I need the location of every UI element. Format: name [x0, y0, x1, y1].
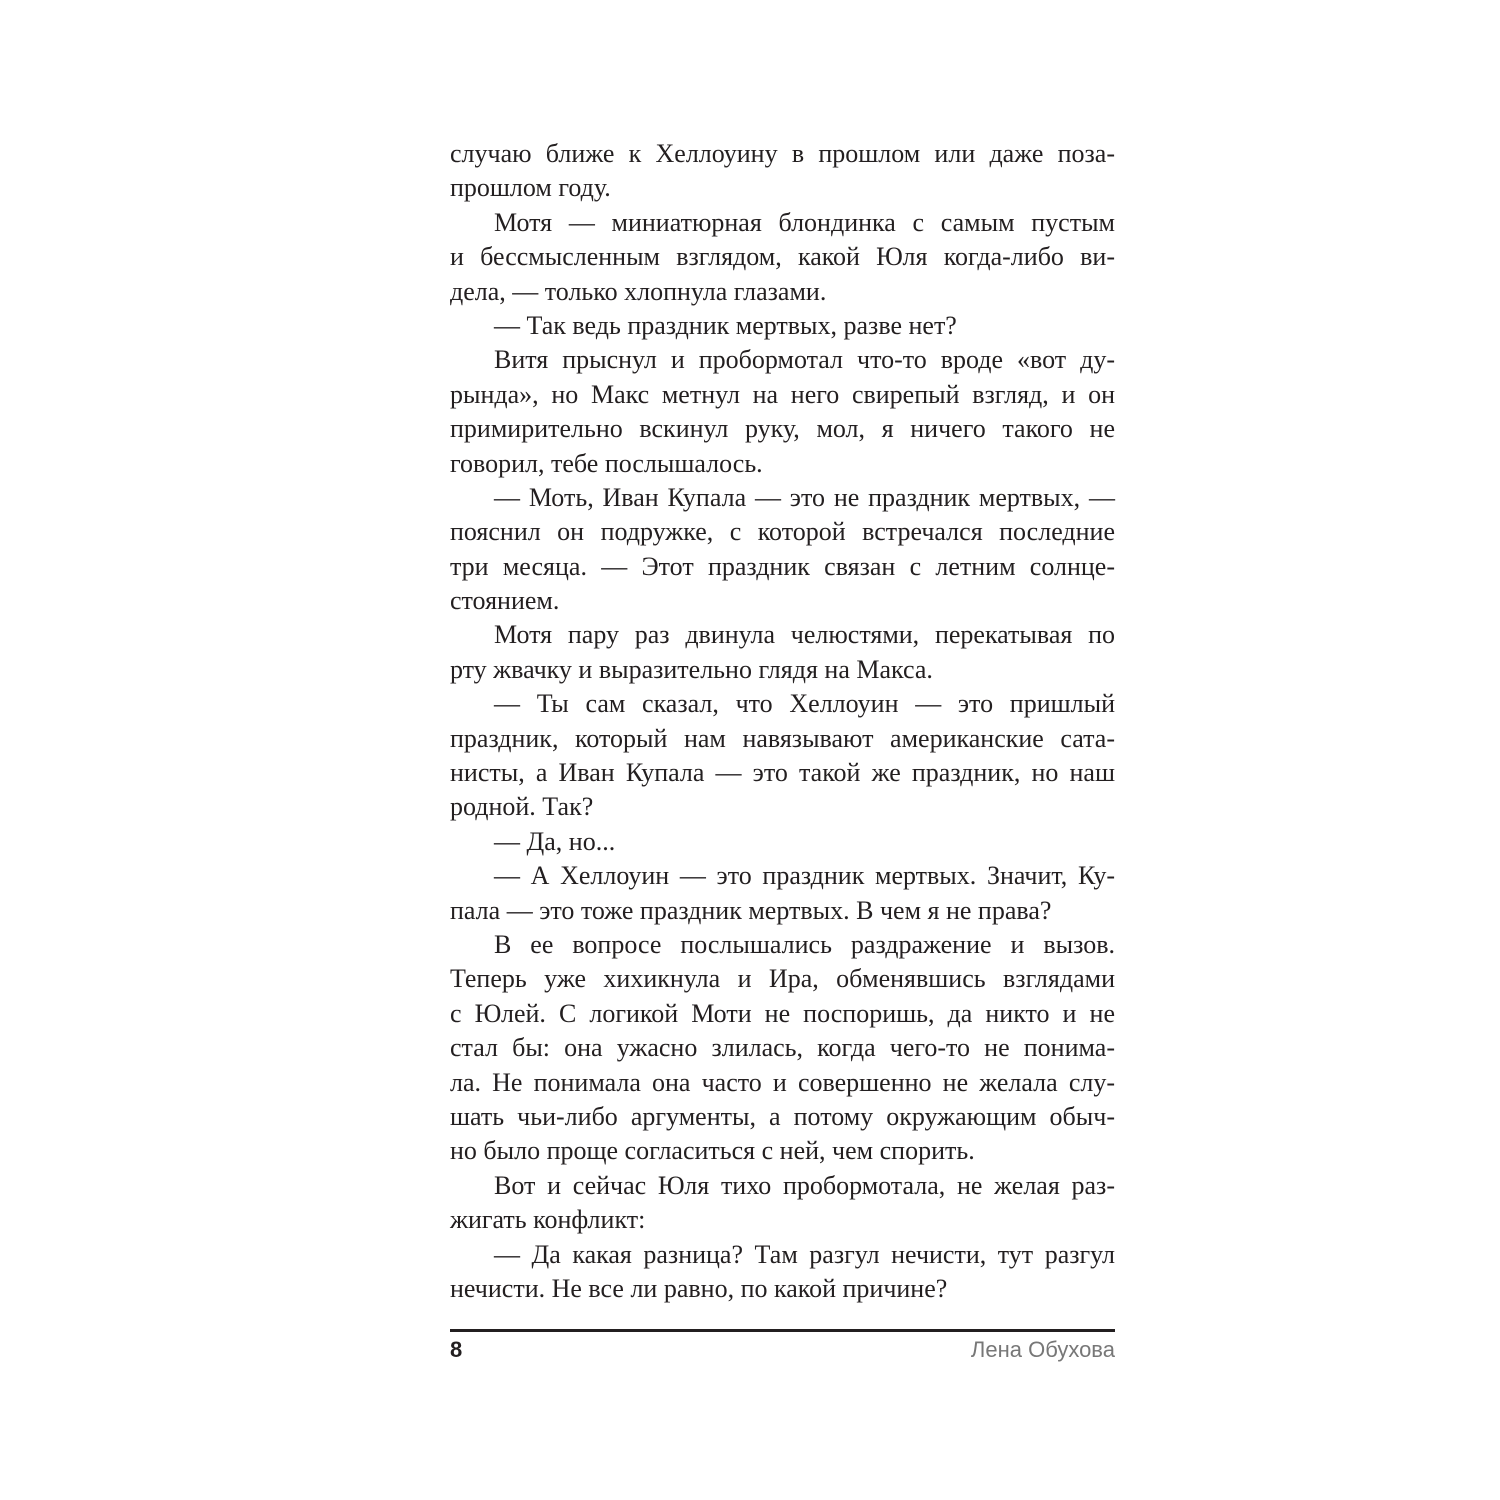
text-line: случаю ближе к Хеллоуину в прошлом или даже поза- — [450, 139, 1115, 168]
footer-rule — [450, 1329, 1115, 1332]
text-line: нечисти. Не все ли равно, по какой причине? — [450, 1273, 948, 1303]
text-line: примирительно вскинул руку, мол, я ничего такого не — [450, 414, 1115, 444]
text-line: шать чьи-либо аргументы, а потому окружающим обыч- — [450, 1101, 1115, 1131]
book-page — [450, 0, 1115, 1500]
text-line: ла. Не понимала она часто и совершенно не желала слу- — [450, 1067, 1115, 1097]
text-line: говорил, тебе послышалось. — [450, 448, 763, 478]
text-line: — Да какая разница? Там разгул нечисти, тут разгул — [494, 1239, 1115, 1269]
text-line: стоянием. — [450, 586, 560, 616]
text-line: праздник, который нам навязывают американские сата- — [450, 723, 1115, 753]
body-text — [450, 137, 1115, 1306]
text-line: — А Хеллоуин — это праздник мертвых. Значит, Ку- — [494, 861, 1115, 891]
text-line: три месяца. — Этот праздник связан с летним солнце- — [450, 551, 1115, 581]
text-line: стал бы: она ужасно злилась, когда чего-то не понима- — [450, 1033, 1115, 1063]
text-line: Витя прыснул и пробормотал что-то вроде «вот ду- — [494, 345, 1115, 375]
text-line: — Ты сам сказал, что Хеллоуин — это пришлый — [494, 689, 1115, 719]
text-line: дела, — только хлопнула глазами. — [450, 276, 827, 306]
text-line: Мотя — миниатюрная блондинка с самым пустым — [494, 207, 1115, 237]
running-author: Лена Обухова — [970, 1337, 1115, 1362]
text-line: родной. Так? — [450, 792, 594, 822]
text-line: пояснил он подружке, с которой встречался последние — [450, 517, 1115, 547]
text-line: жигать конфликт: — [450, 1205, 646, 1235]
text-line: Мотя пару раз двинула челюстями, перекатывая по — [494, 620, 1115, 650]
page-footer — [450, 1337, 1115, 1367]
text-line: Теперь уже хихикнула и Ира, обменявшись взглядами — [450, 964, 1115, 994]
text-line: но было проще согласиться с ней, чем спорить. — [450, 1136, 975, 1166]
text-line: Вот и сейчас Юля тихо пробормотала, не желая раз- — [494, 1170, 1115, 1200]
text-line: пала — это тоже праздник мертвых. В чем я не права? — [450, 895, 1052, 925]
text-line: — Моть, Иван Купала — это не праздник мертвых, — — [494, 482, 1115, 512]
text-line: и бессмысленным взглядом, какой Юля когда-либо ви- — [450, 242, 1115, 272]
text-line: — Так ведь праздник мертвых, разве нет? — [494, 310, 957, 340]
text-line: с Юлей. С логикой Моти не поспоришь, да никто и не — [450, 998, 1115, 1028]
text-line: рында», но Макс метнул на него свирепый взгляд, и он — [450, 379, 1115, 409]
text-line: — Да, но... — [494, 826, 616, 856]
page-number: 8 — [450, 1337, 463, 1362]
text-line: рту жвачку и выразительно глядя на Макса. — [450, 654, 933, 684]
text-line: нисты, а Иван Купала — это такой же праздник, но наш — [450, 758, 1115, 788]
text-line: прошлом году. — [450, 173, 611, 203]
text-line: В ее вопросе послышались раздражение и вызов. — [494, 929, 1115, 959]
